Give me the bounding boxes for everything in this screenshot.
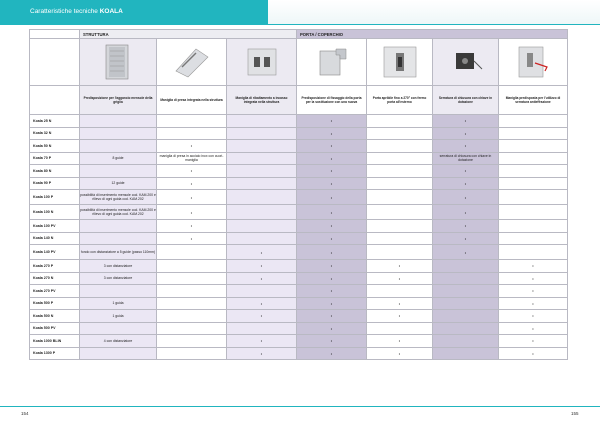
table-cell: • xyxy=(433,177,499,190)
table-cell: • xyxy=(297,190,367,205)
table-cell: • xyxy=(157,165,227,178)
table-cell: 12 guide xyxy=(80,177,157,190)
table-cell: • xyxy=(157,205,227,220)
table-cell xyxy=(227,152,297,165)
table-cell xyxy=(80,115,157,128)
table-cell: • xyxy=(297,140,367,153)
table-cell: • xyxy=(227,310,297,323)
table-cell: • xyxy=(297,347,367,360)
table-cell: • xyxy=(297,127,367,140)
feature-header: Maniglia di presa integrata nella struttura xyxy=(157,86,227,115)
table-cell: fondo con distanziatore a 5 guide (passo 110mm) xyxy=(80,245,157,260)
page-number-right: 155 xyxy=(571,411,579,416)
table-row xyxy=(30,347,568,360)
table-row xyxy=(30,272,568,285)
table-cell xyxy=(433,335,499,348)
table-cell xyxy=(499,205,568,220)
table-row xyxy=(30,205,568,220)
feature-header: Maniglia di ribaltamento a incasso integrata nella struttura xyxy=(227,86,297,115)
table-cell xyxy=(499,127,568,140)
table-cell: 4 con distanziatore xyxy=(80,335,157,348)
table-cell: • xyxy=(367,297,433,310)
image-corner xyxy=(30,39,80,86)
table-cell: • xyxy=(433,232,499,245)
row-model-name: Koala 1300 P xyxy=(30,347,80,360)
table-row xyxy=(30,152,568,165)
table-cell xyxy=(157,245,227,260)
table-row xyxy=(30,165,568,178)
table-cell: • xyxy=(433,205,499,220)
feature-header: Maniglia predisposta per l'utilizzo di serratura antieffrazione xyxy=(499,86,568,115)
table-row xyxy=(30,245,568,260)
table-cell: • xyxy=(297,205,367,220)
table-cell: 1 guida xyxy=(80,297,157,310)
table-cell xyxy=(80,347,157,360)
feature-header: Porta apribile fino a 270° con fermo porta all'esterno xyxy=(367,86,433,115)
table-cell: • xyxy=(499,272,568,285)
table-cell xyxy=(227,285,297,298)
table-cell: • xyxy=(367,272,433,285)
table-cell: • xyxy=(297,232,367,245)
table-row xyxy=(30,322,568,335)
table-cell: • xyxy=(433,127,499,140)
table-cell: 1 guida xyxy=(80,310,157,323)
table-cell: • xyxy=(433,140,499,153)
door-fixing-image xyxy=(297,39,367,86)
table-cell xyxy=(157,272,227,285)
footer-rule xyxy=(0,406,600,407)
table-cell xyxy=(499,220,568,233)
row-model-name: Koala 500 N xyxy=(30,310,80,323)
table-cell xyxy=(433,260,499,273)
table-cell: • xyxy=(499,310,568,323)
table-cell: • xyxy=(499,347,568,360)
table-cell: • xyxy=(367,335,433,348)
brand-name: KOALA xyxy=(99,8,123,15)
table-cell: • xyxy=(297,322,367,335)
table-cell xyxy=(227,140,297,153)
row-model-name: Koala 25 N xyxy=(30,115,80,128)
feature-header: Predisposizione per l'aggancio mensole della griglia xyxy=(80,86,157,115)
row-model-name: Koala 32 N xyxy=(30,127,80,140)
table-cell: • xyxy=(433,190,499,205)
table-cell: • xyxy=(227,347,297,360)
table-cell: • xyxy=(297,220,367,233)
table-cell xyxy=(367,205,433,220)
table-cell: • xyxy=(227,272,297,285)
table-cell: • xyxy=(227,297,297,310)
table-cell xyxy=(433,272,499,285)
table-cell: • xyxy=(297,245,367,260)
row-model-name: Koala 1000 BLIN xyxy=(30,335,80,348)
page-title: Caratteristiche tecniche KOALA xyxy=(30,8,123,15)
row-model-name: Koala 270 N xyxy=(30,272,80,285)
table-cell xyxy=(227,127,297,140)
table-row xyxy=(30,140,568,153)
table-cell: • xyxy=(499,297,568,310)
table-cell xyxy=(499,165,568,178)
table-row xyxy=(30,127,568,140)
table-cell xyxy=(80,127,157,140)
table-cell xyxy=(433,322,499,335)
table-cell xyxy=(367,232,433,245)
table-cell: possibilità di inserimento mensole cod. KAM.200 e rilievo di ogni guida cod. KAM.202 xyxy=(80,190,157,205)
table-cell xyxy=(157,285,227,298)
table-cell: • xyxy=(297,152,367,165)
table-cell: • xyxy=(499,322,568,335)
table-cell: • xyxy=(499,285,568,298)
group-struttura: STRUTTURA xyxy=(80,30,297,39)
antitheft-handle-image xyxy=(499,39,568,86)
table-cell xyxy=(499,232,568,245)
row-model-name: Koala 140 PV xyxy=(30,245,80,260)
table-cell: maniglia di presa in acciaio inox con cuori-maniglia xyxy=(157,152,227,165)
page-number-left: 154 xyxy=(21,411,29,416)
table-body xyxy=(30,115,568,360)
row-model-name: Koala 100 P xyxy=(30,190,80,205)
table-cell xyxy=(499,115,568,128)
cabinet-interior-image xyxy=(80,39,157,86)
table-cell: • xyxy=(227,245,297,260)
feature-header: Serratura di chiusura con chiave in dotazione xyxy=(433,86,499,115)
table-cell: • xyxy=(227,260,297,273)
table-cell: 3 con distanziatore xyxy=(80,272,157,285)
table-cell xyxy=(80,232,157,245)
table-cell xyxy=(433,310,499,323)
table-cell xyxy=(227,115,297,128)
table-cell: • xyxy=(297,260,367,273)
table-row xyxy=(30,285,568,298)
table-cell: • xyxy=(499,335,568,348)
table-cell xyxy=(433,285,499,298)
table-cell xyxy=(433,297,499,310)
table-cell: 3 con distanziatore xyxy=(80,260,157,273)
table-cell xyxy=(227,165,297,178)
table-cell xyxy=(227,177,297,190)
table-cell xyxy=(367,152,433,165)
table-cell xyxy=(157,347,227,360)
door-270-image xyxy=(367,39,433,86)
table-cell xyxy=(80,140,157,153)
table-cell xyxy=(499,245,568,260)
feature-corner xyxy=(30,86,80,115)
table-cell: • xyxy=(157,232,227,245)
table-row xyxy=(30,115,568,128)
table-cell xyxy=(367,115,433,128)
table-row xyxy=(30,335,568,348)
row-model-name: Koala 50 N xyxy=(30,140,80,153)
table-cell: • xyxy=(157,190,227,205)
row-model-name: Koala 90 P xyxy=(30,177,80,190)
table-cell xyxy=(499,177,568,190)
table-cell xyxy=(499,140,568,153)
table-cell: • xyxy=(227,335,297,348)
table-row xyxy=(30,177,568,190)
table-cell: • xyxy=(297,272,367,285)
table-cell: • xyxy=(297,285,367,298)
table-cell: • xyxy=(297,310,367,323)
table-row xyxy=(30,190,568,205)
table-row xyxy=(30,310,568,323)
row-model-name: Koala 500 PV xyxy=(30,322,80,335)
table-cell: • xyxy=(499,260,568,273)
table-cell xyxy=(367,165,433,178)
table-cell xyxy=(157,115,227,128)
table-cell xyxy=(433,347,499,360)
table-cell xyxy=(227,232,297,245)
table-cell: • xyxy=(157,140,227,153)
table-cell: serratura di chiusura con chiave in dotazione xyxy=(433,152,499,165)
row-model-name: Koala 270 P xyxy=(30,260,80,273)
table-cell xyxy=(80,165,157,178)
table-cell xyxy=(227,322,297,335)
table-cell: • xyxy=(433,165,499,178)
table-cell: • xyxy=(297,177,367,190)
header-banner xyxy=(0,0,268,24)
table-cell: • xyxy=(297,335,367,348)
table-cell xyxy=(157,297,227,310)
table-cell xyxy=(157,260,227,273)
table-row xyxy=(30,232,568,245)
table-cell xyxy=(499,190,568,205)
table-cell xyxy=(80,285,157,298)
table-cell: 8 guide xyxy=(80,152,157,165)
table-cell xyxy=(367,285,433,298)
table-cell: • xyxy=(157,177,227,190)
table-cell xyxy=(80,220,157,233)
table-cell xyxy=(367,322,433,335)
table-cell: • xyxy=(297,165,367,178)
corner-cell xyxy=(30,30,80,39)
group-porta: PORTA / COPERCHIO xyxy=(297,30,568,39)
table-cell: • xyxy=(297,297,367,310)
table-cell xyxy=(367,245,433,260)
table-cell: • xyxy=(367,347,433,360)
table-row xyxy=(30,220,568,233)
row-model-name: Koala 100 N xyxy=(30,205,80,220)
row-model-name: Koala 500 P xyxy=(30,297,80,310)
table-cell: • xyxy=(367,310,433,323)
row-model-name: Koala 140 N xyxy=(30,232,80,245)
table-row xyxy=(30,297,568,310)
table-cell xyxy=(367,140,433,153)
header-rule xyxy=(0,24,600,25)
table-cell xyxy=(367,177,433,190)
table-cell: • xyxy=(297,115,367,128)
table-cell xyxy=(80,322,157,335)
table-cell: possibilità di inserimento mensole cod. KAM.200 e rilievo di ogni guida cod. KAM.202 xyxy=(80,205,157,220)
table-cell xyxy=(367,190,433,205)
table-cell xyxy=(157,322,227,335)
table-cell xyxy=(157,127,227,140)
table-cell xyxy=(227,190,297,205)
table-cell xyxy=(367,127,433,140)
table-cell xyxy=(227,205,297,220)
table-cell xyxy=(499,152,568,165)
row-model-name: Koala 80 N xyxy=(30,165,80,178)
lock-image xyxy=(433,39,499,86)
table-row xyxy=(30,260,568,273)
table-cell xyxy=(367,220,433,233)
row-model-name: Koala 270 PV xyxy=(30,285,80,298)
table-cell xyxy=(157,335,227,348)
table-cell: • xyxy=(433,220,499,233)
header-right-area xyxy=(268,0,600,24)
table-cell: • xyxy=(433,245,499,260)
features-table xyxy=(29,29,568,360)
table-cell: • xyxy=(157,220,227,233)
row-model-name: Koala 70 P xyxy=(30,152,80,165)
table-cell xyxy=(157,310,227,323)
flush-handle-image xyxy=(227,39,297,86)
feature-header: Predisposizione di fissaggio della porta per la sostituzione con una nuova xyxy=(297,86,367,115)
handle-image xyxy=(157,39,227,86)
row-model-name: Koala 100 PV xyxy=(30,220,80,233)
table-cell: • xyxy=(433,115,499,128)
table-cell: • xyxy=(367,260,433,273)
table-cell xyxy=(227,220,297,233)
